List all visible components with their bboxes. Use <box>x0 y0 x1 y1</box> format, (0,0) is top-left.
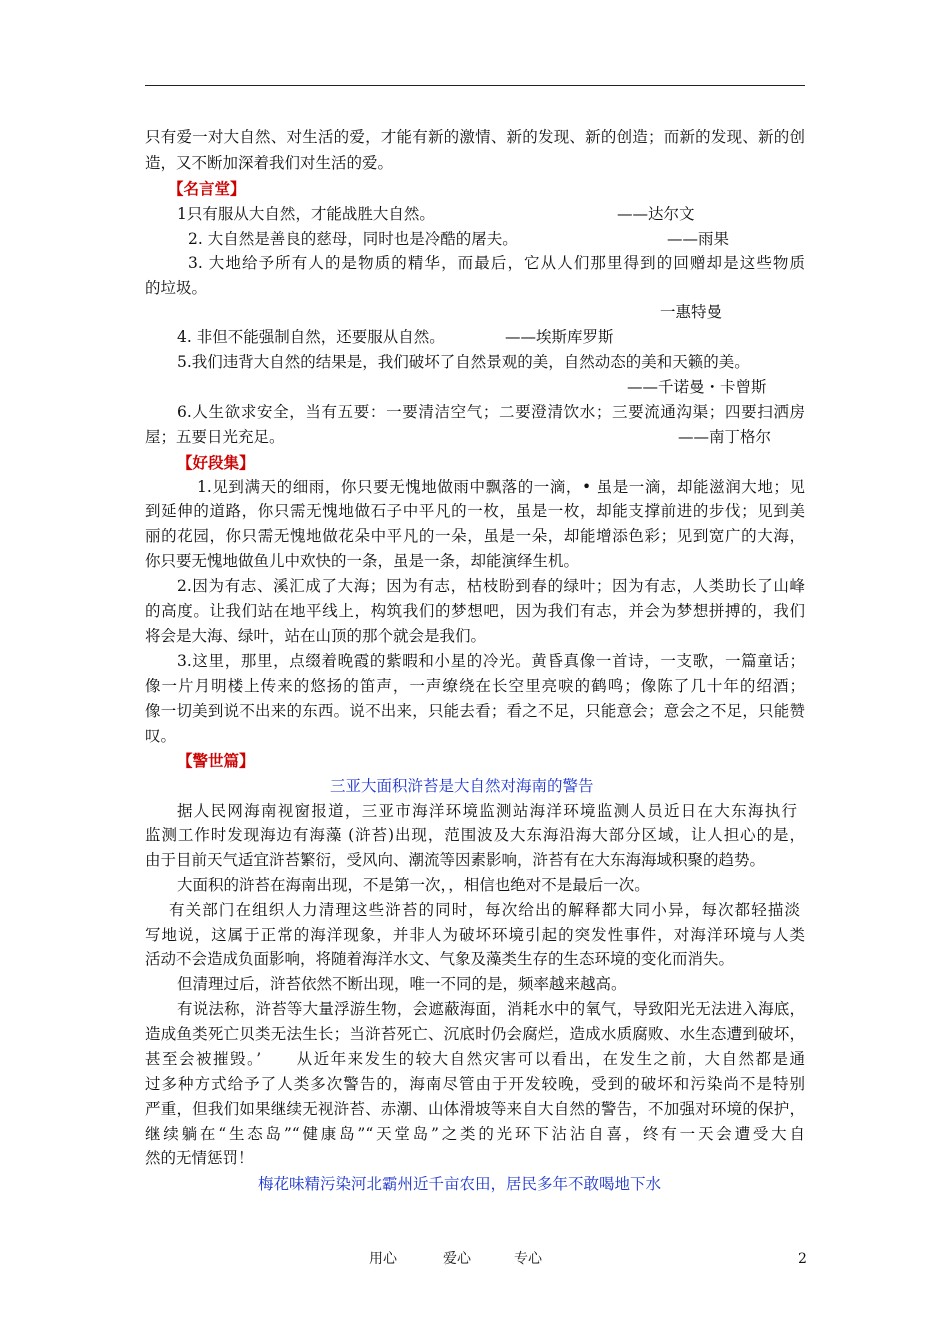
warning-p5-line-5: 严重，但我们如果继续无视浒苔、赤潮、山体滑坡等来自大自然的警告，不加强对环境的保护， <box>145 1100 805 1118</box>
intro-line-1: 只有爱一对大自然、对生活的爱，才能有新的激情、新的发现、新的创造；而新的发现、新的创 <box>145 128 805 146</box>
quote-3-line-2: 的垃圾。 <box>145 279 208 297</box>
quote-3-author: 一惠特曼 <box>660 303 723 321</box>
quote-2-author: ——雨果 <box>667 230 730 248</box>
passage-1-line-4: 你只要无愧地做鱼儿中欢快的一条，虽是一条，却能演绎生机。 <box>145 552 580 570</box>
quotes-heading: 【名言堂】 <box>168 179 246 198</box>
passage-3-line-3: 像一切美到说不出来的东西。说不出来，只能去看；看之不足，只能意会；意会之不足，只能赞 <box>145 702 805 720</box>
quote-6-line-1: 6.人生欲求安全，当有五要：一要清洁空气；二要澄清饮水；三要流通沟渠；四要扫洒房 <box>177 403 805 421</box>
warning-p2: 大面积的浒苔在海南出现，不是第一次，，相信也绝对不是最后一次。 <box>177 876 650 894</box>
passages-heading: 【好段集】 <box>177 453 255 472</box>
warning-p3-line-3: 活动不会造成负面影响，将随着海洋水文、气象及藻类生存的生态环境的变化而消失。 <box>145 950 735 968</box>
passage-2-line-1: 2.因为有志、溪汇成了大海；因为有志，枯枝盼到春的绿叶；因为有志，人类助长了山峰 <box>177 577 805 595</box>
passage-2-line-3: 将会是大海、绿叶，站在山顶的那个就会是我们。 <box>145 627 487 645</box>
passage-3-line-1: 3.这里，那里，点缀着晚霞的紫暇和小星的冷光。黄昏真像一首诗，一支歌，一篇童话； <box>177 652 805 670</box>
passage-2-line-2: 的高度。让我们站在地平线上，构筑我们的梦想吧，因为我们有志，并会为梦想拼搏的，我们 <box>145 602 805 620</box>
quote-4-author: ——埃斯库罗斯 <box>505 328 614 346</box>
quote-4-text: 4. 非但不能强制自然，还要服从自然。 <box>177 328 445 346</box>
warning-p1-line-1: 据人民网海南视窗报道，三亚市海洋环境监测站海洋环境监测人员近日在大东海执行 <box>177 802 797 820</box>
page-number: 2 <box>798 1251 807 1267</box>
warning-p5-line-7: 然的无情惩罚！ <box>145 1149 254 1167</box>
footer-motto-1: 用心 <box>369 1251 397 1267</box>
quote-3-line-1: 3. 大地给予所有人的是物质的精华，而最后，它从人们那里得到的回赠却是这些物质 <box>188 254 805 272</box>
article-title: 三亚大面积浒苔是大自然对海南的警告 <box>330 777 594 795</box>
quote-6-line-2: 屋；五要日光充足。 <box>145 428 285 446</box>
warning-p1-line-2: 监测工作时发现海边有海藻 (浒苔)出现，范围波及大东海沿海大部分区域，让人担心的是， <box>145 826 805 844</box>
quote-5-text: 5.我们违背大自然的结果是，我们破坏了自然景观的美，自然动态的美和天籁的美。 <box>177 353 750 371</box>
quote-2-text: 2. 大自然是善良的慈母，同时也是冷酷的屠夫。 <box>188 230 518 248</box>
passage-3-line-2: 像一片月明楼上传来的悠扬的笛声，一声缭绕在长空里亮唳的鹤鸣；像陈了几十年的绍酒； <box>145 677 805 695</box>
warning-p4: 但清理过后，浒苔依然不断出现，唯一不同的是，频率越来越高。 <box>177 975 627 993</box>
warning-p3-line-2: 写地说，这属于正常的海洋现象，并非人为破坏环境引起的突发性事件，对海洋环境与人类 <box>145 926 805 944</box>
warning-heading: 【警世篇】 <box>177 751 255 770</box>
quote-1-author: ——达尔文 <box>617 205 695 223</box>
passage-1-line-1: 1.见到满天的细雨，你只要无愧地做雨中飘落的一滴，• 虽是一滴，却能滋润大地；见 <box>197 478 805 496</box>
warning-p5-line-2: 造成鱼类死亡贝类无法生长；当浒苔死亡、沉底时仍会腐烂，造成水质腐败、水生态遭到破坏， <box>145 1025 805 1043</box>
passage-3-line-4: 叹。 <box>145 727 177 745</box>
footer-motto-2: 爱心 <box>443 1251 471 1267</box>
quote-6-author: ——南丁格尔 <box>678 428 772 446</box>
warning-p5-line-1: 有说法称，浒苔等大量浮游生物，会遮蔽海面，消耗水中的氧气，导致阳光无法进入海底， <box>177 1000 805 1018</box>
header-rule <box>145 85 805 86</box>
quote-5-author: ——千诺曼・卡曾斯 <box>627 378 767 396</box>
warning-p5-line-4: 过多种方式给予了人类多次警告的，海南尽管由于开发较晚，受到的破坏和污染尚不是特别 <box>145 1075 805 1093</box>
footer-motto-3: 专心 <box>514 1251 542 1267</box>
warning-p1-line-3: 由于目前天气适宜浒苔繁衍，受风向、潮流等因素影响，浒苔有在大东海海域积聚的趋势。 <box>145 851 766 869</box>
passage-1-line-2: 到延伸的道路，你只需无愧地做石子中平凡的一枚，虽是一枚，却能支撑前进的步伐；见到美 <box>145 502 805 520</box>
passage-1-line-3: 丽的花园，你只需无愧地做花朵中平凡的一朵，虽是一朵，却能增添色彩；见到宽广的大海， <box>145 527 805 545</box>
warning-p5-line-6: 继续躺在“生态岛”“健康岛”“天堂岛”之类的光环下沾沾自喜，终有一天会遭受大自 <box>145 1125 805 1143</box>
warning-p3-line-1: 有关部门在组织人力清理这些浒苔的同时，每次给出的解释都大同小异，每次都轻描淡 <box>169 901 800 919</box>
warning-p5-line-3: 甚至会被摧毁。’ 从近年来发生的较大自然灾害可以看出，在发生之前，大自然都是通 <box>145 1050 805 1068</box>
next-article-title: 梅花味精污染河北霸州近千亩农田，居民多年不敢喝地下水 <box>258 1175 662 1193</box>
quote-1-text: 1只有服从大自然，才能战胜大自然。 <box>177 205 435 223</box>
intro-line-2: 造，又不断加深着我们对生活的爱。 <box>145 154 394 172</box>
